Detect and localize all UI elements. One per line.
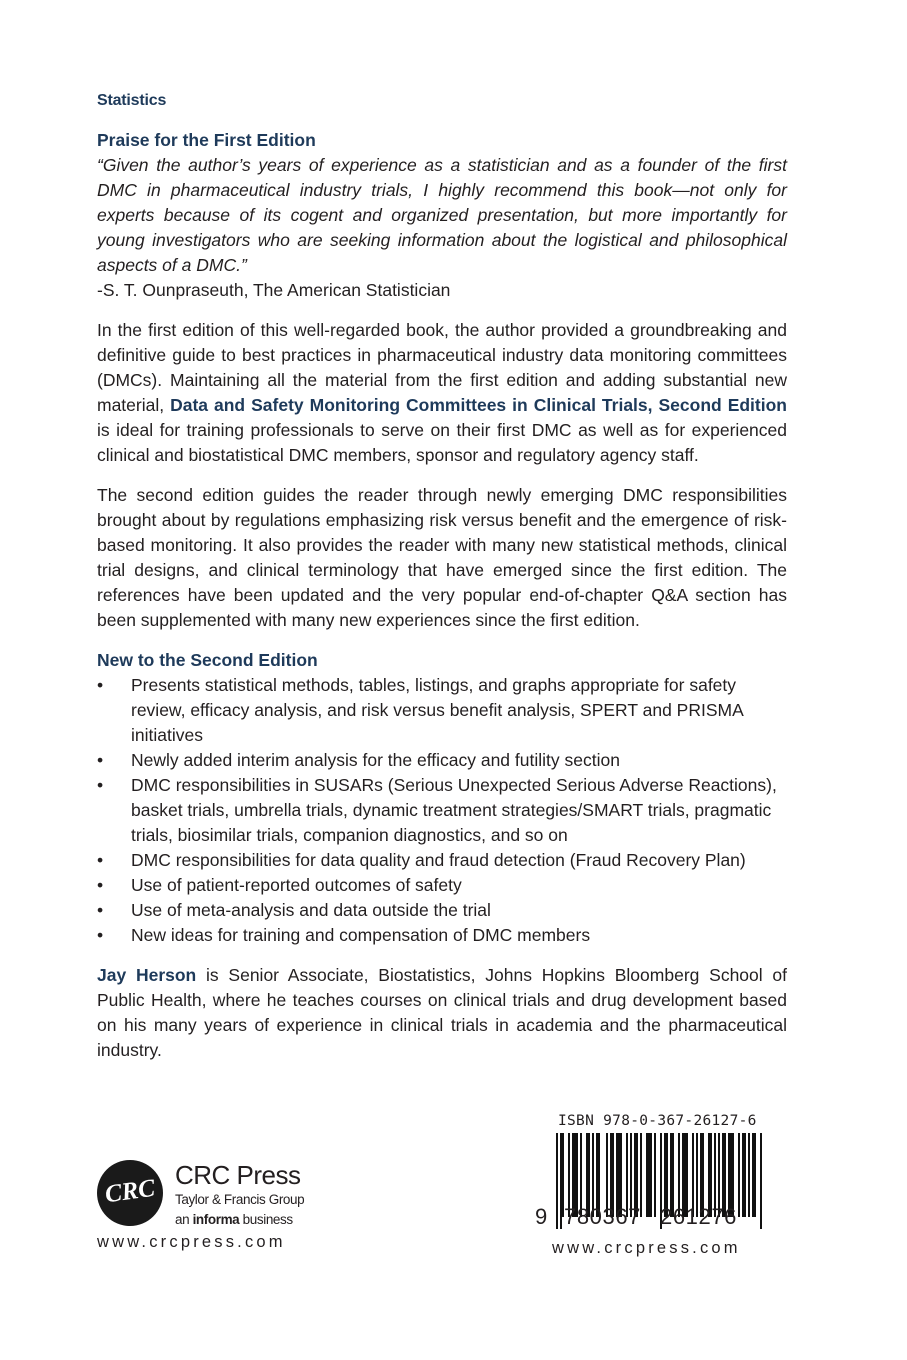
barcode-bar <box>748 1133 750 1217</box>
bullet-icon: • <box>97 775 104 795</box>
barcode-block <box>530 1113 790 1263</box>
book-title: Data and Safety Monitoring Committees in Clinical Trials, Second Edition <box>170 395 787 415</box>
crc-logo-text: CRC <box>103 1174 157 1209</box>
list-item <box>97 773 787 848</box>
author-name: Jay Herson <box>97 965 197 985</box>
list-item-text: Use of patient-reported outcomes of safety <box>131 875 462 895</box>
back-cover-text <box>97 92 787 1063</box>
barcode-bar <box>742 1133 744 1217</box>
new-edition-heading: New to the Second Edition <box>97 650 318 670</box>
list-item-text: Newly added interim analysis for the efficacy and futility section <box>131 750 620 770</box>
list-item <box>97 673 787 748</box>
publisher-group: Taylor & Francis Group <box>175 1192 305 1207</box>
barcode-bar <box>560 1133 562 1229</box>
list-item-text: DMC responsibilities for data quality and fraud detection (Fraud Recovery Plan) <box>131 850 746 870</box>
description-text: In the first edition of this well-regarded book, the author provided a groundbreaking and definitive guide to best practices in pharmaceutical industry data monitoring committees (DMCs). Maintaining all the material from the first edition and adding substantial new material, <box>97 320 787 415</box>
list-item-text: DMC responsibilities in SUSARs (Serious Unexpected Serious Adverse Reactions), basket trials, umbrella trials, dynamic treatment strategies/SMART trials, pragmatic trials, biosimilar trials, companion diagnostics, and so on <box>131 775 777 845</box>
list-item <box>97 898 787 923</box>
new-edition-list <box>97 673 787 948</box>
business-suffix: business <box>239 1212 293 1227</box>
description-paragraph-1 <box>97 318 787 468</box>
author-bio <box>97 963 787 1063</box>
barcode-bar <box>650 1133 652 1217</box>
bullet-icon: • <box>97 875 104 895</box>
bullet-icon: • <box>97 750 104 770</box>
isbn-label: ISBN 978-0-367-26127-6 <box>558 1113 757 1129</box>
category-label: Statistics <box>97 92 167 109</box>
praise-attribution: -S. T. Ounpraseuth, The American Statistician <box>97 280 451 300</box>
barcode-url: www.crcpress.com <box>552 1239 741 1257</box>
barcode-bar <box>556 1133 558 1229</box>
publisher-block <box>97 1158 337 1258</box>
list-item-text: New ideas for training and compensation of DMC members <box>131 925 591 945</box>
barcode-bar <box>752 1133 754 1217</box>
business-bold: informa <box>192 1212 240 1227</box>
publisher-name: CRC Press <box>175 1160 301 1190</box>
bullet-icon: • <box>97 900 104 920</box>
business-prefix: an <box>175 1212 193 1227</box>
barcode-digits-left: 780367 <box>564 1204 642 1229</box>
description-text: is ideal for training professionals to serve on their first DMC as well as for experienced clinical and biostatistical DMC members, sponsor and regulatory agency staff. <box>97 420 787 465</box>
bullet-icon: • <box>97 675 104 695</box>
author-bio-text: is Senior Associate, Biostatistics, Johns Hopkins Bloomberg School of Public Health, where he teaches courses on clinical trials and drug development based on his many years of experience in clinical trials in academia and the pharmaceutical industry. <box>97 965 788 1060</box>
barcode-bar <box>654 1133 656 1217</box>
publisher-business <box>175 1212 293 1227</box>
bullet-icon: • <box>97 925 104 945</box>
barcode-digits-right: 261276 <box>660 1204 738 1229</box>
barcode-bar <box>744 1133 746 1217</box>
description-paragraph-2: The second edition guides the reader through newly emerging DMC responsibilities brought about by regulations emphasizing risk versus benefit and the emergence of risk-based monitoring. It also provides the reader with many new statistical methods, clinical trial designs, and clinical terminology that have emerged since the first edition. The references have been updated and the very popular end-of-chapter Q&A section has been supplemented with many new experiences since the first edition. <box>97 485 787 630</box>
list-item-text: Presents statistical methods, tables, listings, and graphs appropriate for safety review, efficacy analysis, and risk versus benefit analysis, SPERT and PRISMA initiatives <box>131 675 743 745</box>
list-item <box>97 873 787 898</box>
barcode-bar <box>738 1133 740 1217</box>
barcode-bar <box>754 1133 756 1217</box>
bullet-icon: • <box>97 850 104 870</box>
list-item <box>97 748 787 773</box>
publisher-url: www.crcpress.com <box>97 1233 286 1251</box>
praise-quote: “Given the author’s years of experience as a statistician and as a founder of the first DMC in pharmaceutical industry trials, I highly recommend this book—not only for experts because of its cogent and organized presentation, but more importantly for young investigators who are seeking information about the logistical and philosophical aspects of a DMC.” <box>97 155 787 275</box>
list-item-text: Use of meta-analysis and data outside the trial <box>131 900 491 920</box>
barcode-bar <box>646 1133 648 1217</box>
barcode-digit-first: 9 <box>535 1204 548 1229</box>
barcode-bar <box>760 1133 762 1229</box>
list-item <box>97 923 787 948</box>
praise-heading: Praise for the First Edition <box>97 130 316 150</box>
barcode-bar <box>648 1133 650 1217</box>
list-item <box>97 848 787 873</box>
